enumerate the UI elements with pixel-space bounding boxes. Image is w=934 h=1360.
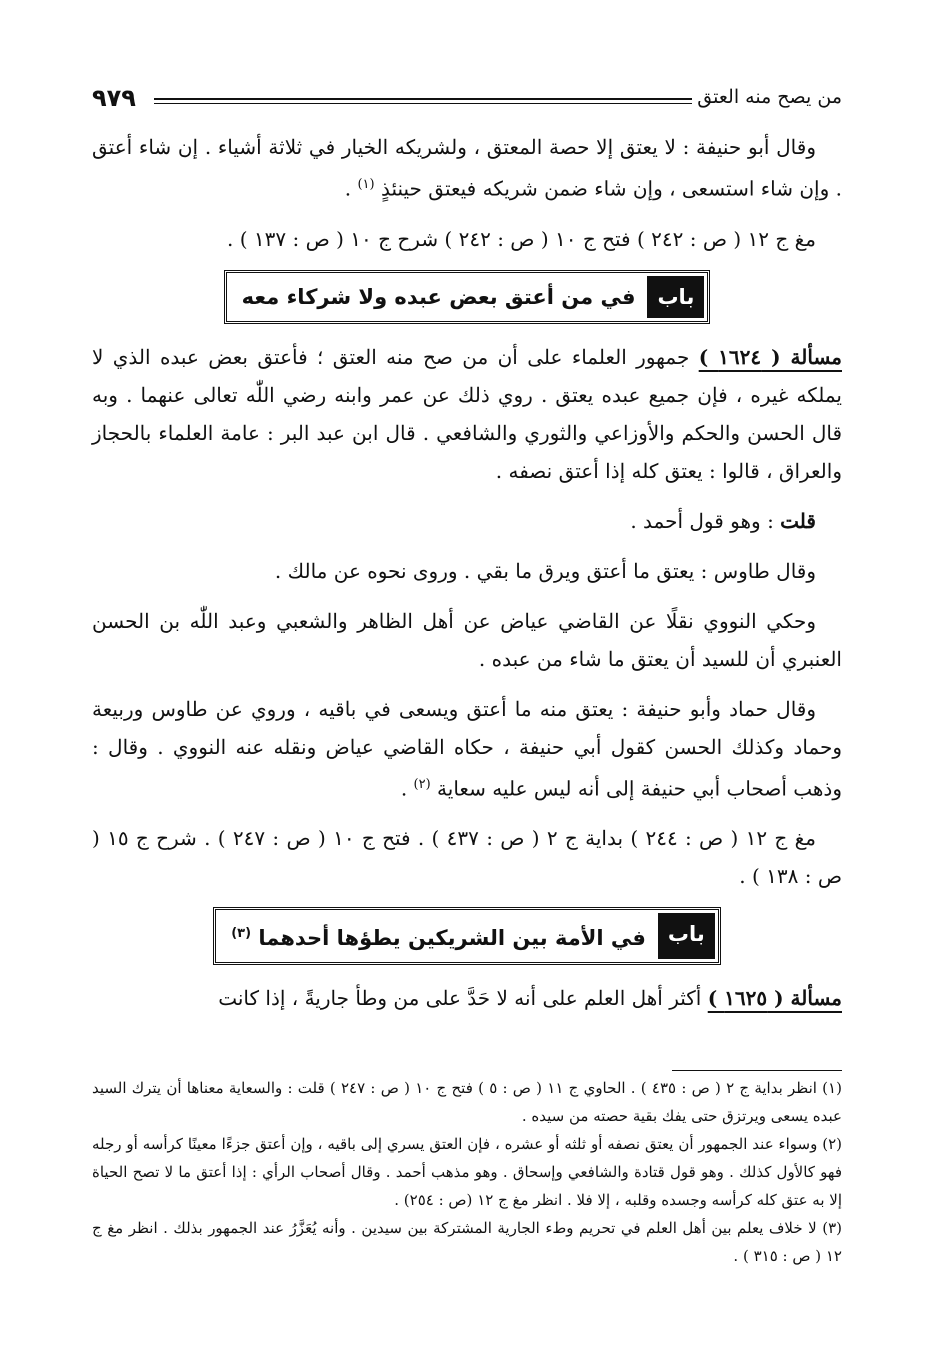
chapter-heading-1 [92, 270, 842, 324]
references-2: مغ ج ١٢ ( ص : ٢٤٤ ) بداية ج ٢ ( ص : ٤٣٧ ) . فتح ج ١٠ ( ص : ٢٤٧ ) . شرح ج ١٥ ( ص : ١٣٨ ) . [92, 826, 842, 889]
chapter-title: في من أعتق بعض عبده ولا شركاء معه [241, 284, 636, 309]
page-header [92, 84, 842, 118]
chapter-heading-2 [92, 907, 842, 965]
nawawi-paragraph: وحكي النووي نقلًا عن القاضي عياض عن أهل الظاهر والشعبي وعبد اللّٰه بن الحسن العنبري أن للسيد أن يعتق ما شاء من عبده . [92, 608, 842, 671]
masala-1624-paragraph: مسألة ( ١٦٢٤ ) جمهور العلماء على أن من صح منه العتق ؛ فأعتق بعض عبده الذي لا يملكه غيره ، فإن جميع عبده يعتق . روي ذلك عن عمر وابنه رضي اللّٰه تعالى عنهما . وبه قال الحسن والحكم والأوزاعي والثوري والشافعي . قال ابن عبد البر : عامة العلماء بالحجاز والعراق ، قالوا : يعتق كله إذا أعتق نصفه . [92, 344, 842, 483]
footnote-separator [672, 1070, 842, 1071]
chapter-word: باب [647, 276, 704, 318]
footnote-ref-3: (٣) [231, 926, 252, 942]
masala-label: مسألة ( ١٦٢٥ ) [707, 986, 842, 1011]
footnote-1: (١) انظر بداية ج ٢ ( ص : ٤٣٥ ) . الحاوي ج ١١ ( ص : ٥ ) فتح ج ١٠ ( ص : ٢٤٧ ) قلت : والسعاية معناها أن يترك السيد عبده يسعى ويرتزق حتى يفك بقية حصته من سيده . [92, 1079, 842, 1125]
footnote-3: (٣) لا خلاف يعلم بين أهل العلم في تحريم وطء الجارية المشتركة بين سيدين . وأنه يُعَزَّرُ عند الجمهور بذلك . انظر مغ ج ١٢ ( ص : ٣١٥ ) . [92, 1219, 842, 1265]
chapter-word: باب [658, 913, 715, 959]
tawus-paragraph: وقال طاوس : يعتق ما أعتق ويرق ما بقي . وروى نحوه عن مالك . [274, 558, 816, 583]
hammad-paragraph: وقال حماد وأبو حنيفة : يعتق منه ما أعتق ويسعى في باقيه ، وروي عن طاوس وربيعة وحماد وكذلك الحسن كقول أبي حنيفة ، حكاه القاضي عياض ونقله عنه النووي . وقال : وذهب أصحاب أبي حنيفة إلى أنه ليس عليه سعاية $^{(٢)}$ . [92, 696, 842, 801]
qult-label: قلت [780, 508, 816, 533]
masala-1625-paragraph: مسألة ( ١٦٢٥ ) أكثر أهل العلم على أنه لا حَدَّ على من وطأ جاريةً ، إذا كانت [218, 986, 842, 1011]
masala-label: مسألة ( ١٦٢٤ ) [698, 344, 842, 369]
page-number: ٩٧٩ [92, 84, 136, 112]
qult-paragraph: قلت : وهو قول أحمد . [630, 508, 816, 533]
chapter-title: في الأمة بين الشريكين يطؤها أحدهما $^{(٣)}$ [231, 926, 646, 951]
header-rule [154, 98, 692, 104]
references-1: مغ ج ١٢ ( ص : ٢٤٢ ) فتح ج ١٠ ( ص : ٢٤٢ ) شرح ج ١٠ ( ص : ١٣٧ ) . [227, 226, 816, 251]
abu-hanifa-paragraph: وقال أبو حنيفة : لا يعتق إلا حصة المعتق ، ولشريكه الخيار في ثلاثة أشياء . إن شاء أعتق . وإن شاء استسعى ، وإن شاء ضمن شريكه فيعتق حينئذٍ $^{(١)}$ . [92, 135, 842, 201]
footnotes [92, 1074, 842, 1270]
main-text [92, 128, 842, 1029]
footnote-ref-2: (٢) [413, 776, 431, 792]
footnote-ref-1: (١) [357, 177, 375, 192]
footnote-2: (٢) وسواء عند الجمهور أن يعتق نصفه أو ثلثه أو عشره ، فإن العتق يسري إلى باقيه ، وإن أعتق جزءًا معينًا كرأسه أو رجله فهو كالأول كذلك . وهو قول قتادة والشافعي وإسحاق . وهو مذهب أحمد . وقال أصحاب الرأي : إذا أعتق ما لا تصح الحياة إلا به عتق كله كرأسه وجسده وقلبه ، إلا فلا . انظر مغ ج ١٢ (ص : ٢٥٤) . [92, 1135, 842, 1209]
running-title: من يصح منه العتق [697, 86, 842, 108]
